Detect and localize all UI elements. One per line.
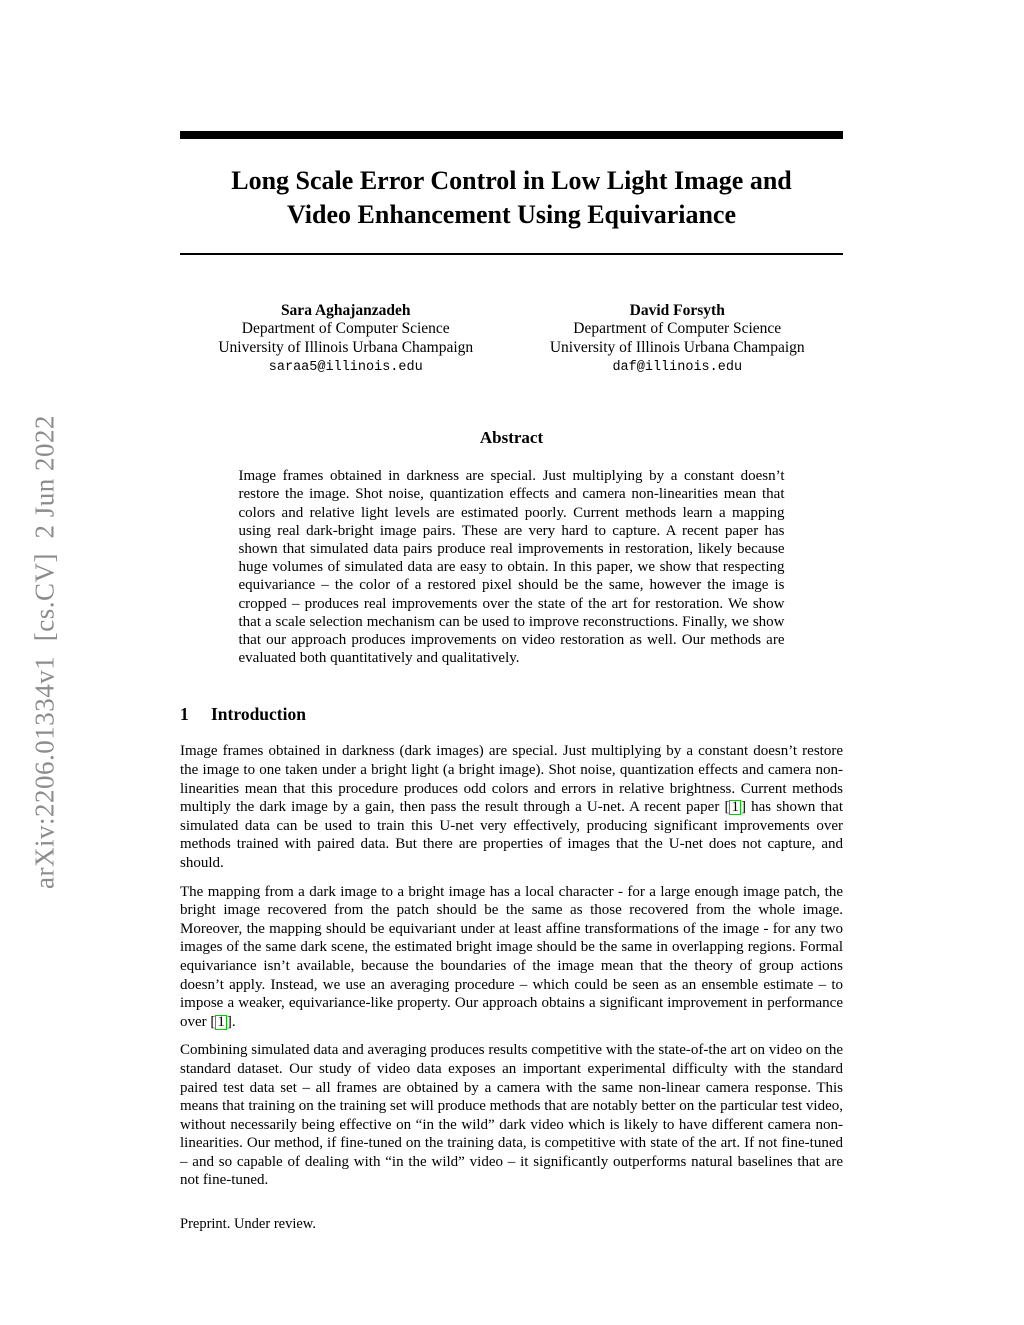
author-1-department: Department of Computer Science	[241, 320, 450, 338]
citation-bracket: ]	[226, 1013, 232, 1030]
paper-title	[180, 164, 843, 232]
title-rule-top	[180, 131, 843, 139]
intro-paragraph-3: Combining simulated data and averaging produces results competitive with the state-of-the art on video on the standard dataset. Our study of video data exposes an important experimental difficulty with the standard paired test data set – all frames are obtained by a camera with the same non-linear camera response. This means that training on the training set will produce methods that are notably better on the particular test video, without necessarily being effective on “in the wild” dark video which is likely to have different camera non-linearities. Our method, if fine-tuned on the training data, is competitive with state of the art. If not fine-tuned – and so capable of dealing with “in the wild” video – it significantly outperforms natural baselines that are not fine-tuned.	[180, 1042, 843, 1189]
author-2-name: David Forsyth	[629, 302, 725, 319]
abstract-text: Image frames obtained in darkness are special. Just multiplying by a constant doesn’t restore the image. Shot noise, quantization effects and camera non-linearities mean that colors and relative light levels are estimated poorly. Current methods learn a mapping using real dark-bright image pairs. These are very hard to capture. A recent paper has shown that simulated data pairs produce real improvements in restoration, likely because huge volumes of simulated data are easy to obtain. In this paper, we show that respecting equivariance – the color of a restored pixel should be the same, however the image is cropped – produces real improvements over the state of the art for restoration. We show that a scale selection mechanism can be used to improve reconstructions. Finally, we show that our approach produces improvements on video restoration as well. Our methods are evaluated both quantitatively and qualitatively.	[238, 468, 785, 667]
citation-ref-1[interactable]	[210, 1014, 232, 1030]
citation-bracket: [	[210, 1013, 216, 1030]
paper-content-column	[180, 0, 843, 1233]
paper-title-line1: Long Scale Error Control in Low Light Image and	[231, 166, 792, 195]
arxiv-watermark: arXiv:2206.01334v1 [cs.CV] 2 Jun 2022	[29, 415, 60, 889]
author-1-university: University of Illinois Urbana Champaign	[218, 338, 474, 356]
citation-number[interactable]: 1	[731, 799, 739, 816]
paragraph-text: .	[231, 1013, 236, 1030]
paper-title-line2: Video Enhancement Using Equivariance	[286, 200, 737, 229]
citation-bracket: ]	[740, 799, 746, 816]
intro-paragraph-2	[180, 883, 843, 1032]
author-1	[180, 302, 512, 377]
paragraph-text: Image frames obtained in darkness (dark images) are special. Just multiplying by a constant doesn’t restore the image to one taken under a bright light (a bright image). Shot noise, quantization effects and camera non-linearities mean that this procedure produces odd colors and errors in relative brightness. Current methods multiply the dark image by a gain, then pass the result through a U-net. A recent paper	[180, 743, 843, 816]
paragraph-text: The mapping from a dark image to a bright image has a local character - for a large enough image patch, the bright image recovered from the patch should be the same as those recovered from the whole image. Moreover, the mapping should be equivariant under at least affine transformations of the image - for any two images of the same dark scene, the estimated bright image should be the same in overlapping regions. Formal equivariance isn’t available, because the boundaries of the image mean that the theory of group actions doesn’t apply. Instead, we use an averaging procedure – which could be seen as an ensemble estimate – to impose a weaker, equivariance-like property. Our approach obtains a significant improvement in performance over	[180, 883, 843, 1030]
author-2-email: daf@illinois.edu	[612, 359, 743, 375]
section-number: 1	[180, 704, 189, 725]
preprint-footnote: Preprint. Under review.	[180, 1216, 316, 1233]
citation-bracket: [	[724, 799, 730, 816]
author-block	[180, 302, 843, 377]
paragraph-text: has shown that simulated data can be used to train this U-net very effectively, producing significant improvements over methods trained with paired data. But there are properties of images that the U-net does not capture, and should.	[180, 799, 843, 871]
author-1-email: saraa5@illinois.edu	[268, 359, 423, 375]
title-rule-bottom	[180, 253, 843, 255]
author-1-name: Sara Aghajanzadeh	[280, 302, 411, 319]
author-2-department: Department of Computer Science	[573, 320, 782, 338]
citation-ref-1[interactable]	[724, 799, 746, 815]
section-heading-introduction	[180, 703, 843, 725]
abstract-section	[239, 428, 785, 667]
citation-number[interactable]: 1	[217, 1013, 225, 1030]
intro-paragraph-1	[180, 742, 843, 872]
author-2-university: University of Illinois Urbana Champaign	[549, 338, 805, 356]
author-2	[512, 302, 844, 377]
abstract-heading: Abstract	[479, 428, 544, 448]
section-title: Introduction	[211, 704, 306, 725]
